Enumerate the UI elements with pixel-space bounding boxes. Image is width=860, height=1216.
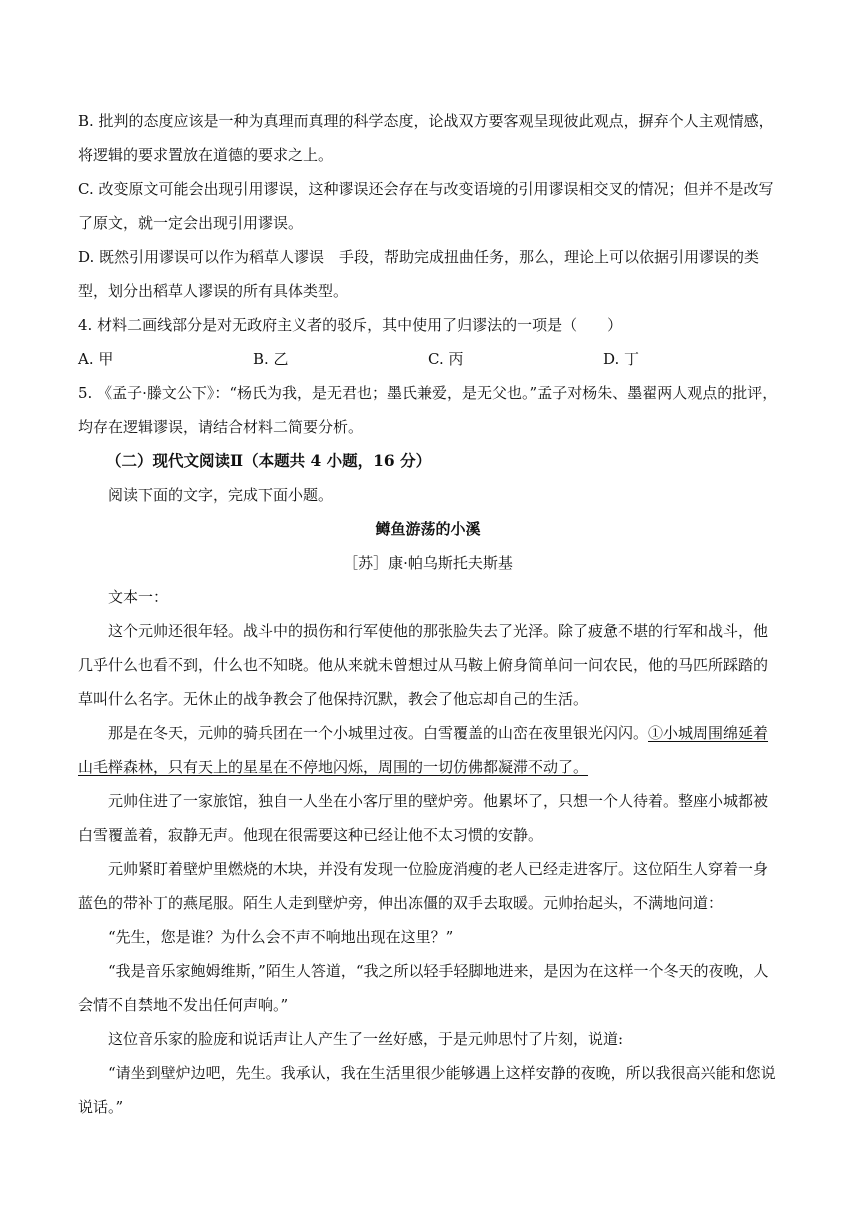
q4-option-d: D. 丁 — [603, 350, 640, 368]
passage-paragraph-4: 元帅紧盯着壁炉里燃烧的木块，并没有发现一位脸庞消瘦的老人已经走进客厅。这位陌生人穿着一身蓝色的带补丁的燕尾服。陌生人走到壁炉旁，伸出冻僵的双手去取暖。元帅抬起头，不满地问道： — [78, 860, 769, 912]
paragraph-2-text: 那是在冬天，元帅的骑兵团在一个小城里过夜。白雪覆盖的山峦在夜里银光闪闪。 — [108, 724, 649, 742]
text-label: 文本一： — [108, 588, 169, 606]
passage-paragraph-5: “先生，您是谁？为什么会不声不响地出现在这里？” — [108, 928, 454, 946]
passage-paragraph-7: 这位音乐家的脸庞和说话声让人产生了一丝好感，于是元帅思忖了片刻，说道: — [108, 1030, 624, 1048]
passage-paragraph-2 — [78, 716, 778, 784]
q4-option-a: A. 甲 — [78, 350, 114, 368]
passage-paragraph-8: “请坐到壁炉边吧，先生。我承认，我在生活里很少能够遇上这样安静的夜晚，所以我很高兴能和您说说话。” — [78, 1064, 776, 1116]
passage-title: 鳟鱼游荡的小溪 — [375, 520, 481, 538]
page-content — [78, 104, 778, 1124]
passage-paragraph-6: “我是音乐家鲍姆维斯，”陌生人答道，“我之所以轻手轻脚地进来，是因为在这样一个冬天的夜晚，人会情不自禁地不发出任何声响。” — [78, 962, 769, 1014]
passage-paragraph-1: 这个元帅还很年轻。战斗中的损伤和行军使他的那张脸失去了光泽。除了疲惫不堪的行军和战斗，他几乎什么也看不到，什么也不知晓。他从来就未曾想过从马鞍上俯身简单问一问农民，他的马匹所踩踏的草叫什么名字。无休止的战争教会了他保持沉默，教会了他忘却自己的生活。 — [78, 622, 769, 708]
q4-option-b: B. 乙 — [253, 350, 289, 368]
q3-option-d: D. 既然引用谬误可以作为稻草人谬误 手段，帮助完成扭曲任务，那么，理论上可以依据引用谬误的类型，划分出稻草人谬误的所有具体类型。 — [78, 248, 760, 300]
q3-option-c: C. 改变原文可能会出现引用谬误，这种谬误还会存在与改变语境的引用谬误相交叉的情况；但并不是改写了原文，就一定会出现引用谬误。 — [78, 180, 774, 232]
passage-author: ［苏］康·帕乌斯托夫斯基 — [343, 554, 513, 572]
reading-instruction: 阅读下面的文字，完成下面小题。 — [108, 486, 334, 504]
q4-stem: 4. 材料二画线部分是对无政府主义者的驳斥，其中使用了归谬法的一项是（ ） — [78, 316, 623, 334]
q5-stem: 5. 《孟子·滕文公下》：“杨氏为我，是无君也；墨氏兼爱，是无父也。”孟子对杨朱、墨翟两人观点的批评，均存在逻辑谬误，请结合材料二简要分析。 — [78, 384, 778, 436]
q3-option-b: B. 批判的态度应该是一种为真理而真理的科学态度，论战双方要客观呈现彼此观点，摒弃个人主观情感，将逻辑的要求置放在道德的要求之上。 — [78, 112, 774, 164]
q4-option-c: C. 丙 — [428, 350, 464, 368]
passage-paragraph-3: 元帅住进了一家旅馆，独自一人坐在小客厅里的壁炉旁。他累坏了，只想一个人待着。整座小城都被白雪覆盖着，寂静无声。他现在很需要这种已经让他不太习惯的安静。 — [78, 792, 769, 844]
underlined-sentence-1: ①小城周围绵延着山毛榉森林，只有天上的星星在不停地闪烁，周围的一切仿佛都凝滞不动了。 — [78, 724, 769, 776]
q4-options — [78, 342, 778, 376]
section-heading: （二）现代文阅读Ⅱ（本题共 4 小题，16 分） — [106, 451, 432, 470]
